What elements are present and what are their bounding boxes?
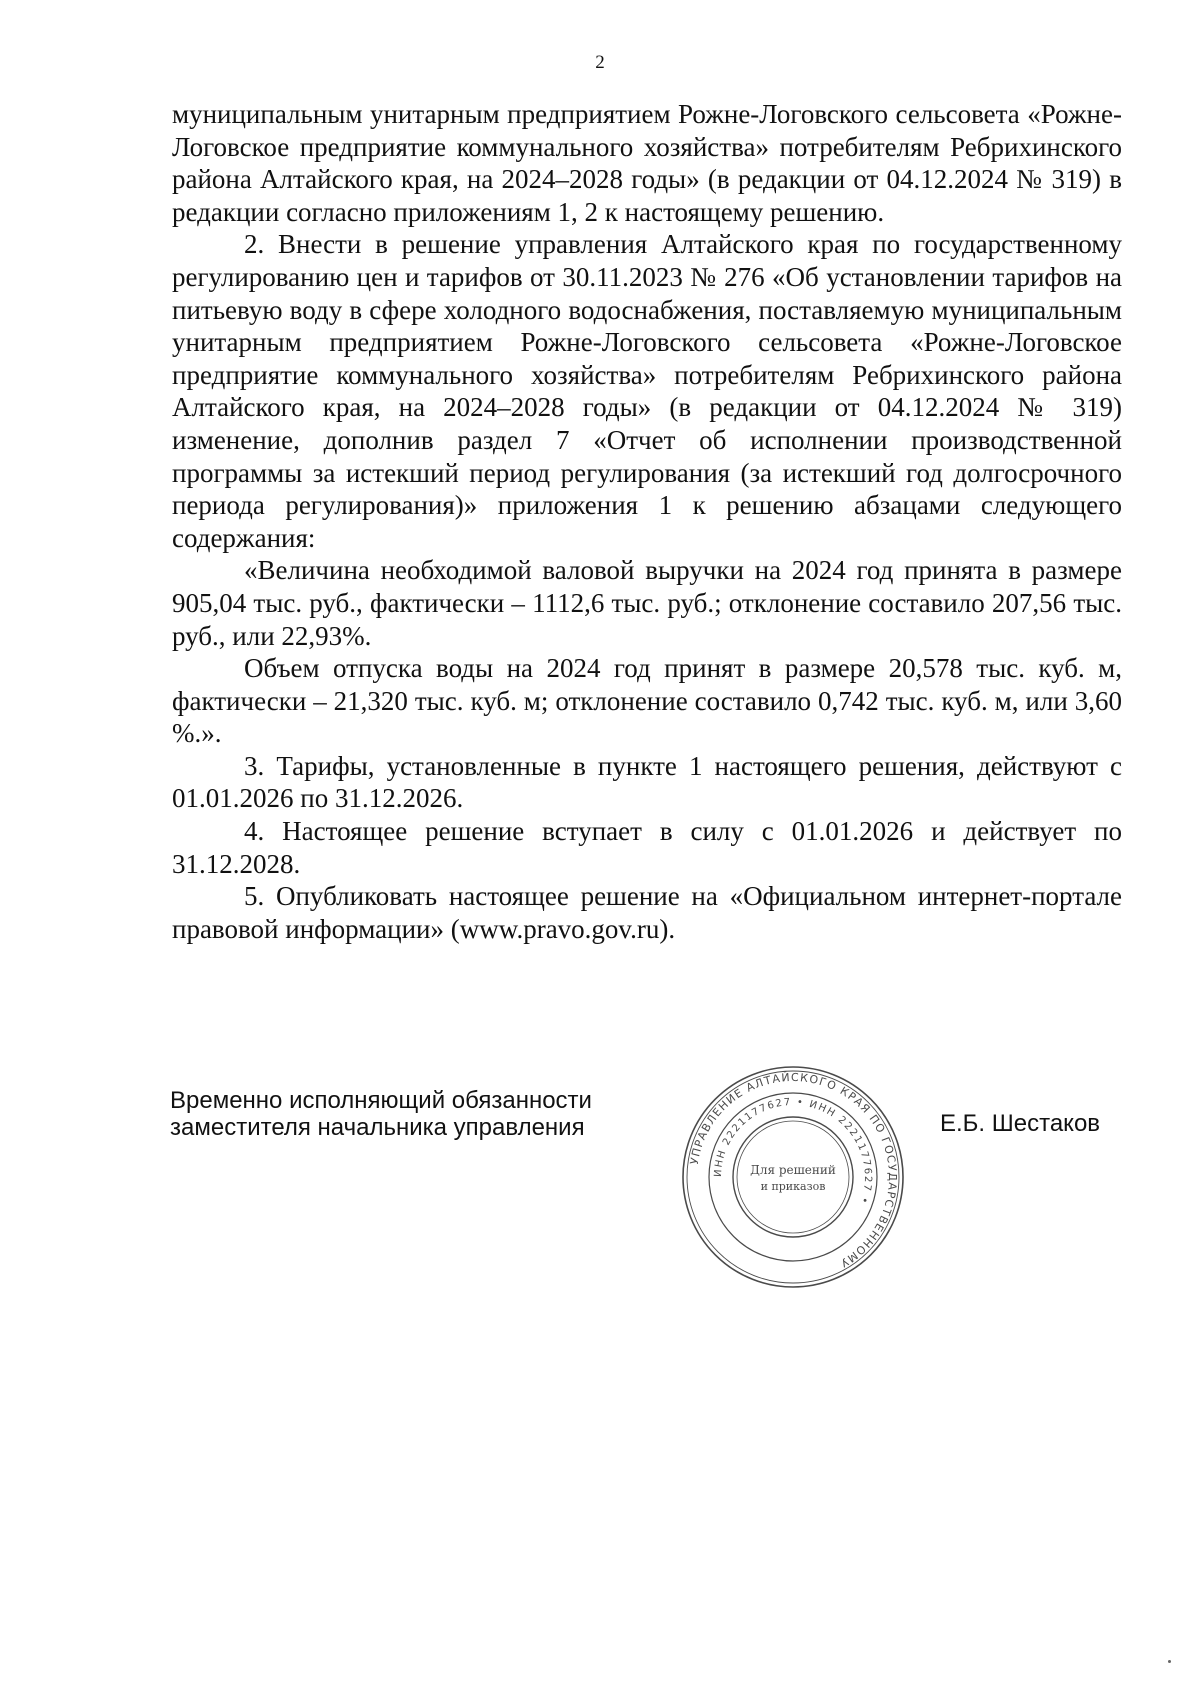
stamp-center-line-2: и приказов <box>760 1180 826 1193</box>
signatory-position-line-1: Временно исполняющий обязанности <box>170 1087 592 1114</box>
page-number: 2 <box>595 52 605 73</box>
stamp-outer-text: УПРАВЛЕНИЕ АЛТАЙСКОГО КРАЯ ПО ГОСУДАРСТВЕННОМУ <box>687 1070 900 1271</box>
paragraph-revenue: «Величина необходимой валовой выручки на 2024 год принята в размере 905,04 тыс. руб., фактически – 1112,6 тыс. руб.; отклонение составило 207,56 тыс. руб., или 22,93%. <box>172 555 1122 651</box>
stamp-inner-text: ИНН 2221177627 • ИНН 2221177627 • <box>712 1096 874 1207</box>
paragraph-item-5: 5. Опубликовать настоящее решение на «Официальном интернет-портале правовой информации» (www.pravo.gov.ru). <box>172 881 1122 944</box>
document-body <box>172 98 1122 945</box>
paragraph-item-3: 3. Тарифы, установленные в пункте 1 настоящего решения, действуют с 01.01.2026 по 31.12.2026. <box>172 750 1122 814</box>
signatory-name: Е.Б. Шестаков <box>940 1110 1101 1137</box>
stamp-seal-graphic <box>678 1062 908 1292</box>
paragraph-item-4: 4. Настоящее решение вступает в силу с 01.01.2026 и действует по 31.12.2028. <box>172 816 1122 879</box>
paragraph-item-2: 2. Внести в решение управления Алтайского края по государственному регулированию цен и тарифов от 30.11.2023 № 276 «Об установлении тарифов на питьевую воду в сфере холодного водоснабжения, поставляемую муниципальным унитарным предприятием Рожне-Логовского сельсовета «Рожне-Логовское предприятие коммунального хозяйства» потребителям Ребрихинского района Алтайского края, на 2024–2028 годы» (в редакции от 04.12.2024 № 319) изменение, дополнив раздел 7 «Отчет об исполнении производственной программы за истекший период регулирования (за истекший год долгосрочного периода регулирования)» приложения 1 к решению абзацами следующего содержания: <box>172 229 1122 553</box>
stamp-center-line-1: Для решений <box>750 1163 836 1177</box>
scan-artifact-dot <box>1168 1660 1171 1663</box>
paragraph-water-volume: Объем отпуска воды на 2024 год принят в размере 20,578 тыс. куб. м, фактически – 21,320 тыс. куб. м; отклонение составило 0,742 тыс. куб. м, или 3,60 %.». <box>172 653 1122 749</box>
official-stamp <box>678 1062 908 1292</box>
signatory-position-line-2: заместителя начальника управления <box>170 1114 585 1141</box>
signatory-position <box>170 1087 592 1141</box>
paragraph-continuation: муниципальным унитарным предприятием Рожне-Логовского сельсовета «Рожне-Логовское предприятие коммунального хозяйства» потребителям Ребрихинского района Алтайского края, на 2024–2028 годы» (в редакции от 04.12.2024 № 319) в редакции согласно приложениям 1, 2 к настоящему решению. <box>172 99 1122 227</box>
